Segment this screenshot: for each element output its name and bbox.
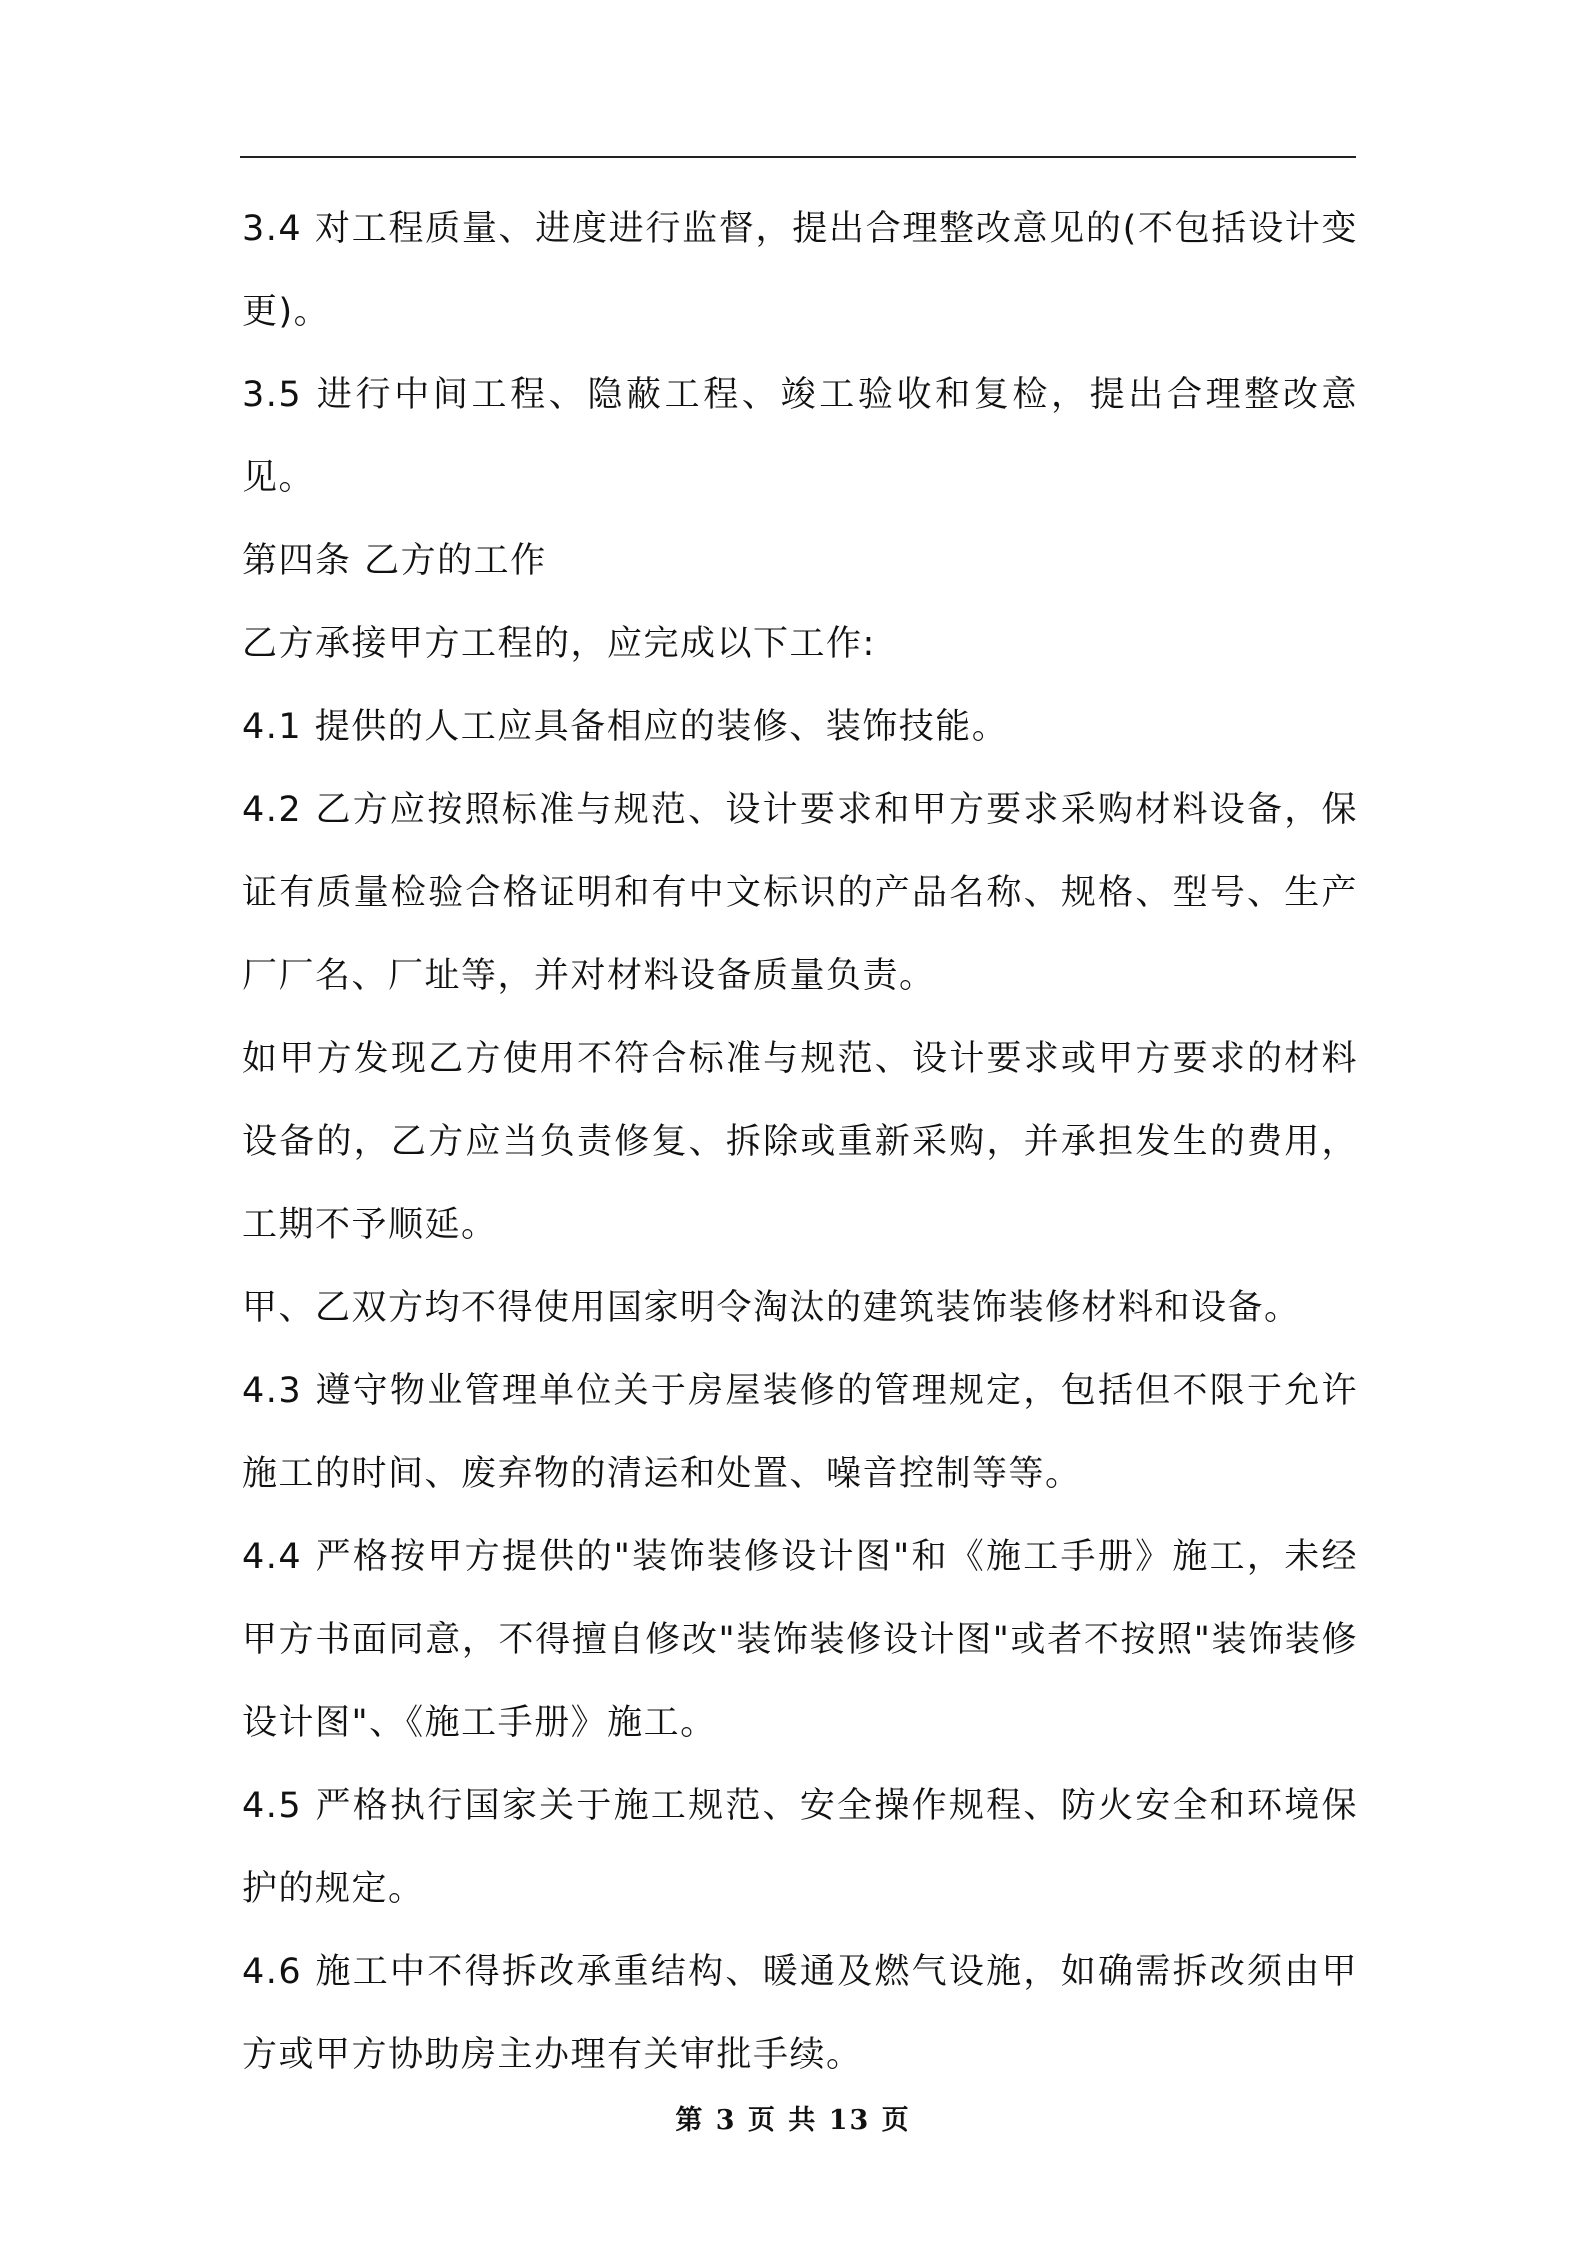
clause-4-2: 4.2 乙方应按照标准与规范、设计要求和甲方要求采购材料设备，保证有质量检验合格证明和有中文标识的产品名称、规格、型号、生产厂厂名、厂址等，并对材料设备质量负责。	[242, 790, 1358, 996]
article-4-intro: 乙方承接甲方工程的，应完成以下工作:	[242, 624, 876, 664]
clause-4-2-prohibition: 甲、乙双方均不得使用国家明令淘汰的建筑装饰装修材料和设备。	[242, 1288, 1301, 1328]
clause-4-4: 4.4 严格按甲方提供的"装饰装修设计图"和《施工手册》施工，未经甲方书面同意，不得擅自修改"装饰装修设计图"或者不按照"装饰装修设计图"、《施工手册》施工。	[242, 1537, 1358, 1743]
header-divider	[240, 156, 1356, 158]
page-number-footer: 第 3 页 共 13 页	[675, 2105, 911, 2136]
article-4-heading: 第四条 乙方的工作	[242, 541, 547, 581]
document-body	[242, 188, 1358, 2097]
clause-3-4: 3.4 对工程质量、进度进行监督，提出合理整改意见的(不包括设计变更)。	[242, 209, 1358, 332]
clause-4-6: 4.6 施工中不得拆改承重结构、暖通及燃气设施，如确需拆改须由甲方或甲方协助房主办理有关审批手续。	[242, 1952, 1358, 2075]
clause-4-2-note: 如甲方发现乙方使用不符合标准与规范、设计要求或甲方要求的材料设备的，乙方应当负责修复、拆除或重新采购，并承担发生的费用，工期不予顺延。	[242, 1039, 1358, 1245]
clause-4-5: 4.5 严格执行国家关于施工规范、安全操作规程、防火安全和环境保护的规定。	[242, 1786, 1358, 1909]
clause-4-1: 4.1 提供的人工应具备相应的装修、装饰技能。	[242, 707, 1009, 747]
clause-3-5: 3.5 进行中间工程、隐蔽工程、竣工验收和复检，提出合理整改意见。	[242, 375, 1358, 498]
clause-4-3: 4.3 遵守物业管理单位关于房屋装修的管理规定，包括但不限于允许施工的时间、废弃物的清运和处置、噪音控制等等。	[242, 1371, 1358, 1494]
